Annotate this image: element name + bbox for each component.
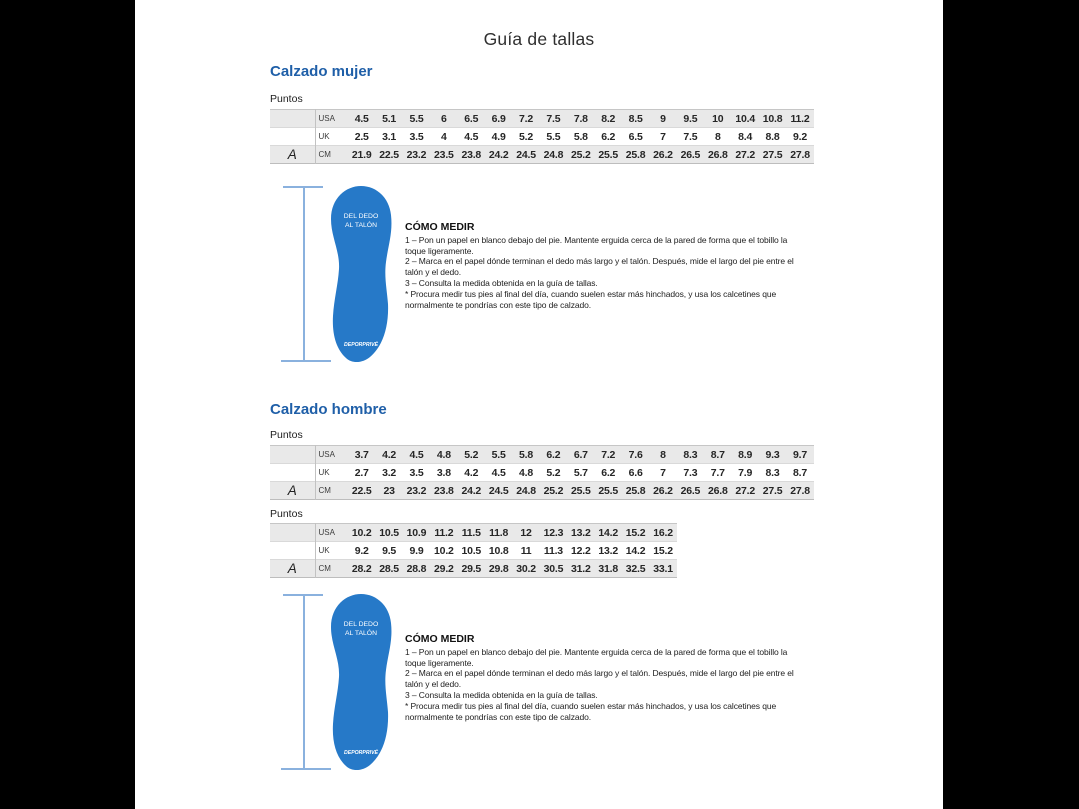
size-value: 8.7 bbox=[786, 464, 814, 482]
measure-stem bbox=[303, 187, 305, 360]
size-value: 27.5 bbox=[759, 146, 786, 164]
footprint-icon bbox=[330, 186, 392, 364]
size-value: 26.2 bbox=[649, 146, 676, 164]
row-letter bbox=[270, 524, 315, 542]
size-value: 22.5 bbox=[375, 146, 402, 164]
size-value: 9.5 bbox=[375, 542, 402, 560]
table-row bbox=[270, 446, 814, 464]
section-heading-women: Calzado mujer bbox=[270, 63, 373, 80]
foot-text-line2: AL TALÓN bbox=[345, 630, 377, 637]
size-value: 8.3 bbox=[677, 446, 704, 464]
table-row bbox=[270, 146, 814, 164]
size-value: 4.5 bbox=[485, 464, 512, 482]
size-value: 3.2 bbox=[375, 464, 402, 482]
table-row bbox=[270, 482, 814, 500]
size-value: 25.8 bbox=[622, 146, 649, 164]
size-value: 12 bbox=[512, 524, 539, 542]
size-value: 3.1 bbox=[375, 128, 402, 146]
size-value: 3.7 bbox=[348, 446, 375, 464]
size-value: 31.8 bbox=[595, 560, 622, 578]
measure-cap-bottom bbox=[281, 360, 331, 362]
size-value: 12.3 bbox=[540, 524, 567, 542]
size-value: 6.2 bbox=[595, 128, 622, 146]
table-row bbox=[270, 560, 677, 578]
instruction-step: 3 – Consulta la medida obtenida en la guía de tallas. bbox=[405, 277, 598, 288]
size-value: 4.8 bbox=[512, 464, 539, 482]
size-value: 25.5 bbox=[567, 482, 594, 500]
size-value: 2.5 bbox=[348, 128, 375, 146]
size-value: 7.9 bbox=[731, 464, 758, 482]
brand-logo-text: DEPORPRIVÉ bbox=[343, 342, 379, 348]
row-letter bbox=[270, 464, 315, 482]
size-value: 26.8 bbox=[704, 146, 731, 164]
size-value: 26.5 bbox=[677, 482, 704, 500]
size-value: 9.2 bbox=[786, 128, 814, 146]
size-value: 11 bbox=[512, 542, 539, 560]
size-value: 8.8 bbox=[759, 128, 786, 146]
foot-text-line1: DEL DEDO bbox=[343, 621, 379, 628]
size-value: 8.2 bbox=[595, 110, 622, 128]
size-value: 5.1 bbox=[375, 110, 402, 128]
size-conversion-table bbox=[270, 523, 677, 578]
unit-label: UK bbox=[315, 542, 348, 560]
size-value: 23.5 bbox=[430, 146, 457, 164]
size-value: 7.2 bbox=[512, 110, 539, 128]
size-value: 30.5 bbox=[540, 560, 567, 578]
measure-line-icon bbox=[281, 184, 333, 366]
size-value: 25.5 bbox=[595, 146, 622, 164]
size-value: 11.8 bbox=[485, 524, 512, 542]
size-value: 5.5 bbox=[540, 128, 567, 146]
size-value: 28.8 bbox=[403, 560, 430, 578]
size-value: 14.2 bbox=[622, 542, 649, 560]
size-value: 11.3 bbox=[540, 542, 567, 560]
size-table-women bbox=[270, 109, 814, 164]
size-value: 6 bbox=[430, 110, 457, 128]
size-value: 9.9 bbox=[403, 542, 430, 560]
size-value: 27.2 bbox=[731, 146, 758, 164]
size-value: 5.8 bbox=[512, 446, 539, 464]
size-value: 24.8 bbox=[512, 482, 539, 500]
size-value: 5.5 bbox=[403, 110, 430, 128]
size-value: 7.5 bbox=[540, 110, 567, 128]
size-value: 29.5 bbox=[458, 560, 485, 578]
table-row bbox=[270, 128, 814, 146]
size-value: 23.8 bbox=[430, 482, 457, 500]
size-value: 27.5 bbox=[759, 482, 786, 500]
size-value: 5.2 bbox=[458, 446, 485, 464]
row-letter bbox=[270, 542, 315, 560]
size-value: 27.8 bbox=[786, 482, 814, 500]
size-value: 9.3 bbox=[759, 446, 786, 464]
size-value: 4.9 bbox=[485, 128, 512, 146]
instruction-step: 1 – Pon un papel en blanco debajo del pie. Mantente erguida cerca de la pared de forma que el tobillo la toque ligeramente. bbox=[405, 234, 788, 256]
size-value: 10.5 bbox=[375, 524, 402, 542]
size-value: 7 bbox=[649, 464, 676, 482]
size-value: 8 bbox=[704, 128, 731, 146]
measure-cap-bottom bbox=[281, 768, 331, 770]
size-value: 7.8 bbox=[567, 110, 594, 128]
size-value: 33.1 bbox=[649, 560, 677, 578]
size-value: 9.5 bbox=[677, 110, 704, 128]
size-value: 25.2 bbox=[540, 482, 567, 500]
size-value: 25.5 bbox=[595, 482, 622, 500]
size-value: 27.8 bbox=[786, 146, 814, 164]
size-value: 15.2 bbox=[649, 542, 677, 560]
measuring-instructions bbox=[405, 634, 807, 722]
size-value: 4.5 bbox=[458, 128, 485, 146]
foot-measure-diagram bbox=[281, 592, 401, 776]
unit-label: UK bbox=[315, 464, 348, 482]
size-value: 25.8 bbox=[622, 482, 649, 500]
foot-text-line1: DEL DEDO bbox=[343, 213, 379, 220]
size-value: 28.5 bbox=[375, 560, 402, 578]
size-value: 31.2 bbox=[567, 560, 594, 578]
size-value: 29.2 bbox=[430, 560, 457, 578]
instruction-step: 1 – Pon un papel en blanco debajo del pie. Mantente erguida cerca de la pared de forma que el tobillo la toque ligeramente. bbox=[405, 646, 788, 668]
size-value: 3.5 bbox=[403, 128, 430, 146]
row-letter bbox=[270, 128, 315, 146]
size-value: 4.5 bbox=[348, 110, 375, 128]
size-value: 4.2 bbox=[375, 446, 402, 464]
size-value: 6.2 bbox=[540, 446, 567, 464]
size-value: 24.8 bbox=[540, 146, 567, 164]
table-row bbox=[270, 110, 814, 128]
page-title: Guía de tallas bbox=[483, 29, 595, 49]
size-value: 5.5 bbox=[485, 446, 512, 464]
unit-label: UK bbox=[315, 128, 348, 146]
size-value: 12.2 bbox=[567, 542, 594, 560]
size-value: 5.8 bbox=[567, 128, 594, 146]
table-row bbox=[270, 542, 677, 560]
size-value: 6.7 bbox=[567, 446, 594, 464]
row-letter bbox=[270, 110, 315, 128]
size-value: 16.2 bbox=[649, 524, 677, 542]
foot-text-line2: AL TALÓN bbox=[345, 222, 377, 229]
section-heading-men: Calzado hombre bbox=[270, 401, 387, 418]
size-value: 24.5 bbox=[485, 482, 512, 500]
table-row bbox=[270, 524, 677, 542]
size-value: 13.2 bbox=[595, 542, 622, 560]
unit-label: CM bbox=[315, 146, 348, 164]
size-value: 24.2 bbox=[485, 146, 512, 164]
size-value: 28.2 bbox=[348, 560, 375, 578]
size-value: 10 bbox=[704, 110, 731, 128]
size-value: 4.2 bbox=[458, 464, 485, 482]
size-value: 6.2 bbox=[595, 464, 622, 482]
size-value: 11.5 bbox=[458, 524, 485, 542]
size-value: 5.7 bbox=[567, 464, 594, 482]
size-table-men-2 bbox=[270, 523, 677, 578]
size-value: 24.2 bbox=[458, 482, 485, 500]
unit-label: CM bbox=[315, 560, 348, 578]
document-page bbox=[135, 0, 943, 809]
size-value: 26.8 bbox=[704, 482, 731, 500]
footprint-icon bbox=[330, 594, 392, 772]
size-value: 6.5 bbox=[458, 110, 485, 128]
size-value: 4.5 bbox=[403, 446, 430, 464]
brand-logo-text: DEPORPRIVÉ bbox=[343, 750, 379, 756]
size-value: 14.2 bbox=[595, 524, 622, 542]
instructions-title: CÓMO MEDIR bbox=[405, 633, 475, 645]
size-value: 8 bbox=[649, 446, 676, 464]
size-value: 5.2 bbox=[512, 128, 539, 146]
size-value: 3.5 bbox=[403, 464, 430, 482]
size-value: 9.2 bbox=[348, 542, 375, 560]
size-value: 10.4 bbox=[731, 110, 758, 128]
size-value: 4.8 bbox=[430, 446, 457, 464]
instruction-note: * Procura medir tus pies al final del día, cuando suelen estar más hinchados, y usa los calcetines que normalmente te pondrías con este tipo de calzado. bbox=[405, 700, 777, 722]
size-value: 7.5 bbox=[677, 128, 704, 146]
size-value: 8.9 bbox=[731, 446, 758, 464]
instruction-step: 2 – Marca en el papel dónde terminan el dedo más largo y el talón. Después, mide el largo del pie entre el talón y el dedo. bbox=[405, 256, 794, 278]
size-value: 15.2 bbox=[622, 524, 649, 542]
points-label: Puntos bbox=[270, 429, 303, 441]
size-value: 11.2 bbox=[430, 524, 457, 542]
size-conversion-table bbox=[270, 445, 814, 500]
foot-measure-diagram bbox=[281, 184, 401, 368]
measure-line-icon bbox=[281, 592, 333, 774]
unit-label: USA bbox=[315, 446, 348, 464]
measure-stem bbox=[303, 595, 305, 768]
size-value: 10.8 bbox=[485, 542, 512, 560]
size-conversion-table bbox=[270, 109, 814, 164]
size-value: 24.5 bbox=[512, 146, 539, 164]
measuring-instructions bbox=[405, 222, 807, 310]
row-letter: A bbox=[270, 560, 315, 578]
size-value: 23.2 bbox=[403, 482, 430, 500]
size-value: 7.6 bbox=[622, 446, 649, 464]
size-value: 7.7 bbox=[704, 464, 731, 482]
row-letter: A bbox=[270, 482, 315, 500]
size-value: 2.7 bbox=[348, 464, 375, 482]
instruction-step: 3 – Consulta la medida obtenida en la guía de tallas. bbox=[405, 689, 598, 700]
size-value: 30.2 bbox=[512, 560, 539, 578]
size-value: 6.9 bbox=[485, 110, 512, 128]
size-value: 10.2 bbox=[348, 524, 375, 542]
size-value: 9.7 bbox=[786, 446, 814, 464]
size-value: 13.2 bbox=[567, 524, 594, 542]
size-value: 10.5 bbox=[458, 542, 485, 560]
size-value: 9 bbox=[649, 110, 676, 128]
points-label: Puntos bbox=[270, 93, 303, 105]
size-value: 8.3 bbox=[759, 464, 786, 482]
points-label: Puntos bbox=[270, 508, 303, 520]
size-value: 8.7 bbox=[704, 446, 731, 464]
size-value: 32.5 bbox=[622, 560, 649, 578]
unit-label: USA bbox=[315, 110, 348, 128]
unit-label: USA bbox=[315, 524, 348, 542]
size-value: 11.2 bbox=[786, 110, 814, 128]
size-value: 6.5 bbox=[622, 128, 649, 146]
size-value: 6.6 bbox=[622, 464, 649, 482]
instructions-title: CÓMO MEDIR bbox=[405, 221, 475, 233]
size-value: 10.2 bbox=[430, 542, 457, 560]
instruction-note: * Procura medir tus pies al final del día, cuando suelen estar más hinchados, y usa los calcetines que normalmente te pondrías con este tipo de calzado. bbox=[405, 288, 777, 310]
size-value: 29.8 bbox=[485, 560, 512, 578]
size-value: 22.5 bbox=[348, 482, 375, 500]
size-value: 10.8 bbox=[759, 110, 786, 128]
size-value: 3.8 bbox=[430, 464, 457, 482]
size-value: 27.2 bbox=[731, 482, 758, 500]
size-value: 8.4 bbox=[731, 128, 758, 146]
size-value: 23.8 bbox=[458, 146, 485, 164]
size-value: 21.9 bbox=[348, 146, 375, 164]
size-value: 8.5 bbox=[622, 110, 649, 128]
unit-label: CM bbox=[315, 482, 348, 500]
instruction-step: 2 – Marca en el papel dónde terminan el dedo más largo y el talón. Después, mide el largo del pie entre el talón y el dedo. bbox=[405, 668, 794, 690]
size-value: 7.2 bbox=[595, 446, 622, 464]
row-letter bbox=[270, 446, 315, 464]
size-value: 5.2 bbox=[540, 464, 567, 482]
size-value: 7.3 bbox=[677, 464, 704, 482]
size-value: 26.5 bbox=[677, 146, 704, 164]
table-row bbox=[270, 464, 814, 482]
size-value: 7 bbox=[649, 128, 676, 146]
size-value: 4 bbox=[430, 128, 457, 146]
size-value: 10.9 bbox=[403, 524, 430, 542]
size-value: 25.2 bbox=[567, 146, 594, 164]
size-value: 23 bbox=[375, 482, 402, 500]
row-letter: A bbox=[270, 146, 315, 164]
size-table-men-1 bbox=[270, 445, 814, 500]
size-value: 23.2 bbox=[403, 146, 430, 164]
size-value: 26.2 bbox=[649, 482, 676, 500]
